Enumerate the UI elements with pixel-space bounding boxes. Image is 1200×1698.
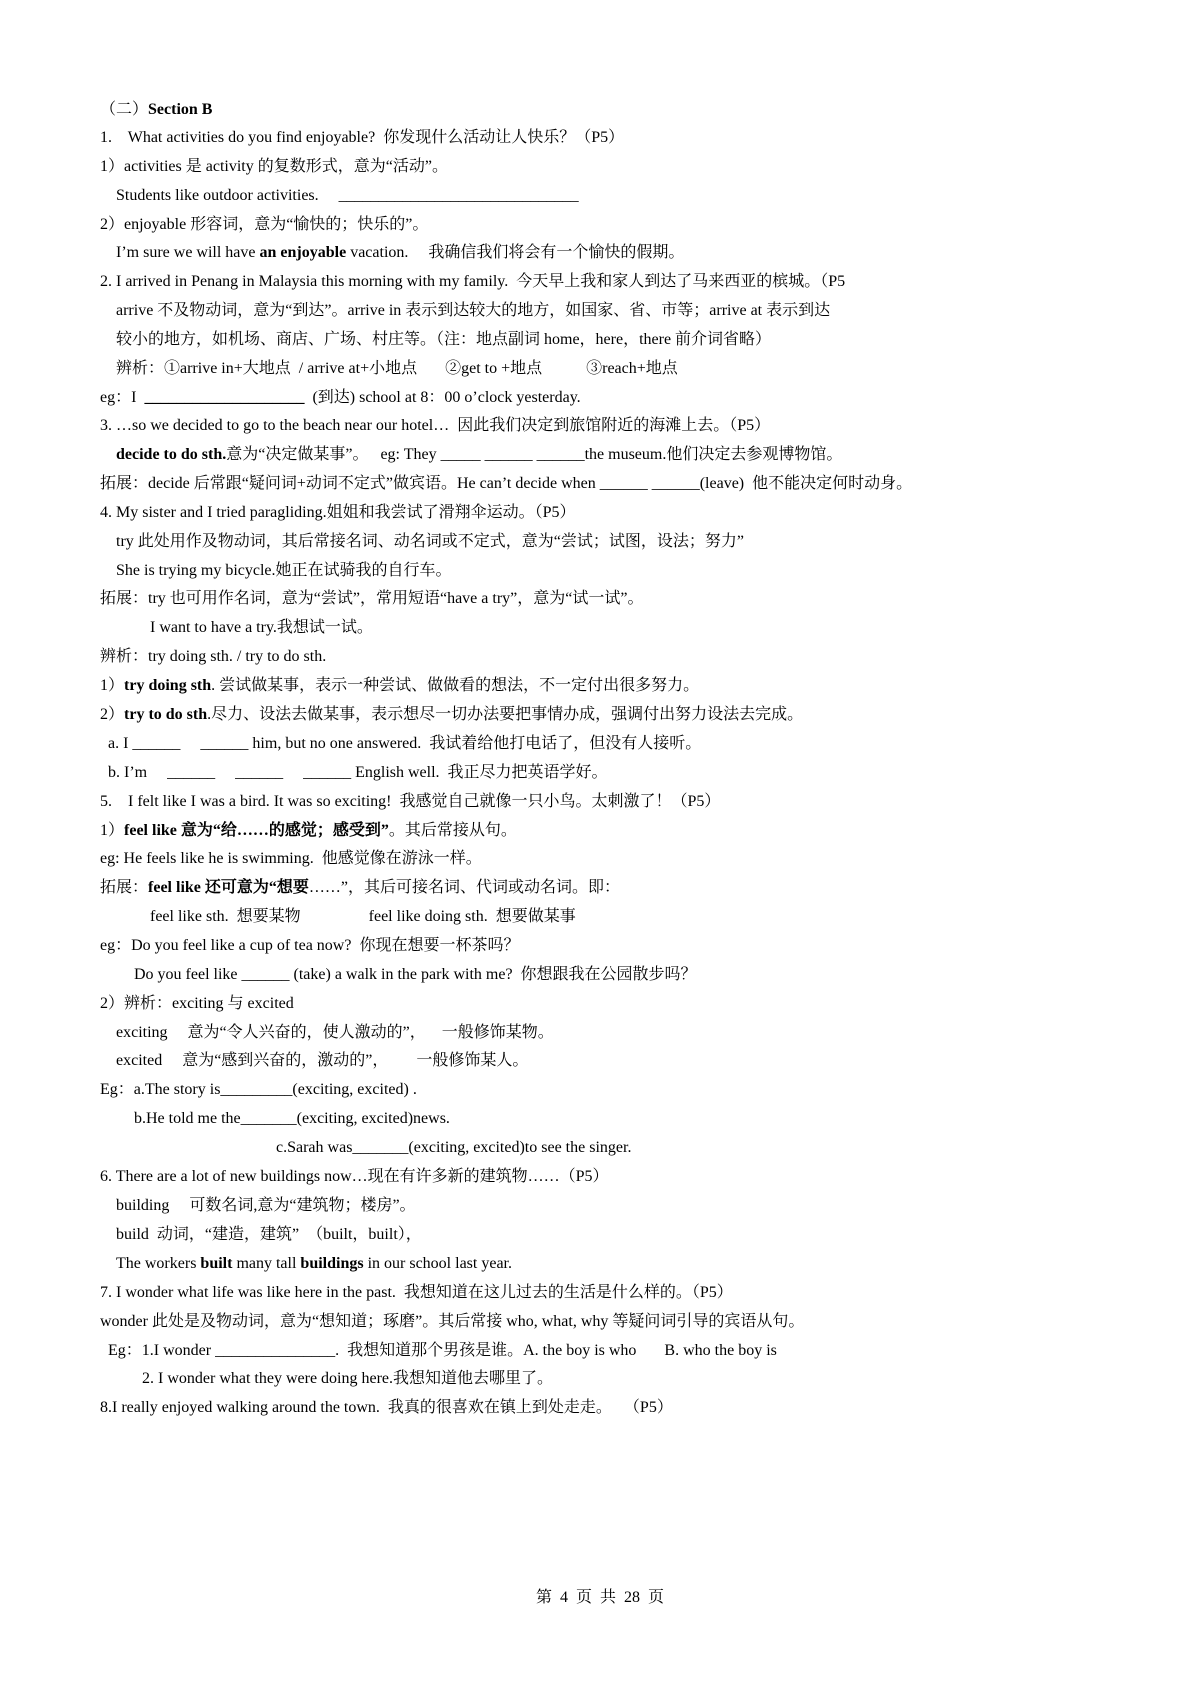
text-span: a. I ______ ______ him, but no one answered. 我试着给他打电话了，但没有人接听。: [108, 735, 702, 752]
bold-text: feel like 意为“给……的感觉；感受到”: [124, 822, 389, 839]
bold-text: feel like 还可意为“想要: [148, 879, 309, 896]
page-footer: 第 4 页 共 28 页: [535, 1589, 664, 1606]
text-span: eg: He feels like he is swimming. 他感觉像在游泳一样。: [100, 850, 482, 867]
text-line: [100, 474, 912, 494]
text-line: [100, 994, 294, 1014]
text-span: wonder 此处是及物动词，意为“想知道；琢磨”。其后常接 who, what, why 等疑问词引导的宾语从句。: [100, 1313, 805, 1330]
text-line: [108, 763, 608, 783]
bold-text: ____________________: [144, 389, 305, 406]
text-line: [100, 388, 581, 408]
text-line: [116, 561, 452, 581]
text-span: I’m sure we will have: [116, 244, 260, 261]
text-line: [100, 1312, 804, 1332]
text-line: [116, 330, 771, 350]
bold-text: Section B: [148, 101, 213, 118]
text-line: [100, 792, 720, 812]
text-line: [100, 1283, 733, 1303]
text-span: eg：I: [100, 389, 145, 406]
text-span: Students like outdoor activities. ______________________________: [116, 187, 579, 204]
text-span: Do you feel like ______ (take) a walk in the park with me? 你想跟我在公园散步吗？: [134, 966, 697, 983]
text-span: excited 意为“感到兴奋的，激动的”， 一般修饰某人。: [116, 1052, 529, 1069]
text-line: [142, 1369, 553, 1389]
text-line: [100, 676, 699, 696]
text-span: 1）: [100, 822, 125, 839]
text-line: [100, 1398, 673, 1418]
bold-text: buildings: [300, 1255, 364, 1272]
text-line: [116, 186, 579, 206]
text-line: [116, 1254, 512, 1274]
text-line: [116, 1196, 416, 1216]
text-line: [100, 272, 845, 292]
text-span: 1）activities 是 activity 的复数形式，意为“活动”。: [100, 158, 448, 175]
text-line: [116, 301, 830, 321]
text-span: 拓展：try 也可用作名词，意为“尝试”，常用短语“have a try”，意为“试一试”。: [100, 590, 644, 607]
text-span: vacation. 我确信我们将会有一个愉快的假期。: [346, 244, 685, 261]
text-line: [116, 1023, 554, 1043]
text-line: [100, 878, 620, 898]
text-line: [100, 647, 326, 667]
text-span: 1）: [100, 677, 125, 694]
text-span: feel like sth. 想要某物 feel like doing sth. 想要做某事: [150, 908, 576, 925]
text-line: [100, 100, 212, 120]
text-line: [116, 243, 684, 263]
text-line: [116, 445, 842, 465]
bold-text: decide to do sth.: [116, 446, 227, 463]
text-span: 2）enjoyable 形容词，意为“愉快的；快乐的”。: [100, 216, 429, 233]
text-line: [100, 157, 448, 177]
text-span: ……”，其后可接名词、代词或动名词。即：: [308, 879, 620, 896]
text-span: 7. I wonder what life was like here in the past. 我想知道在这儿过去的生活是什么样的。（P5）: [100, 1284, 733, 1301]
text-span: 2）辨析：exciting 与 excited: [100, 995, 294, 1012]
text-span: I want to have a try.我想试一试。: [150, 619, 373, 636]
text-span: many tall: [232, 1255, 301, 1272]
text-span: building 可数名词,意为“建筑物；楼房”。: [116, 1197, 416, 1214]
text-line: [100, 849, 482, 869]
bold-text: built: [200, 1255, 233, 1272]
text-span: 2. I wonder what they were doing here.我想知道他去哪里了。: [142, 1370, 554, 1387]
text-span: b. I’m ______ ______ ______ English well. 我正尽力把英语学好。: [108, 764, 608, 781]
bold-text: an enjoyable: [259, 244, 347, 261]
text-span: 意为“决定做某事”。 eg: They _____ ______ ______the museum.他们决定去参观博物馆。: [226, 446, 843, 463]
text-line: [134, 965, 697, 985]
text-span: 拓展：decide 后常跟“疑问词+动词不定式”做宾语。He can’t decide when ______ ______(leave) 他不能决定何时动身。: [100, 475, 913, 492]
text-span: try 此处用作及物动词，其后常接名词、动名词或不定式，意为“尝试；试图，设法；努力”: [116, 533, 744, 550]
text-line: [100, 503, 576, 523]
text-span: 4. My sister and I tried paragliding.姐姐和我尝试了滑翔伞运动。（P5）: [100, 504, 576, 521]
text-line: [116, 1051, 528, 1071]
text-span: (到达) school at 8：00 o’clock yesterday.: [304, 389, 581, 406]
text-line: [100, 936, 519, 956]
text-span: The workers: [116, 1255, 201, 1272]
text-span: eg：Do you feel like a cup of tea now? 你现在想要一杯茶吗？: [100, 937, 520, 954]
text-span: build 动词，“建造，建筑” （built，built），: [116, 1226, 422, 1243]
text-span: （二）: [100, 101, 149, 118]
text-line: [108, 734, 701, 754]
text-span: 2）: [100, 706, 125, 723]
text-line: [100, 128, 624, 148]
text-span: Eg：a.The story is_________(exciting, excited) .: [100, 1081, 417, 1098]
text-line: [100, 821, 517, 841]
text-line: [116, 359, 678, 379]
text-line: [134, 1109, 450, 1129]
text-span: exciting 意为“令人兴奋的，使人激动的”， 一般修饰某物。: [116, 1024, 554, 1041]
text-span: .尽力、设法去做某事，表示想尽一切办法要把事情办成，强调付出努力设法去完成。: [207, 706, 804, 723]
text-line: [276, 1138, 631, 1158]
text-span: 5. I felt like I was a bird. It was so exciting! 我感觉自己就像一只小鸟。太刺激了！（P5）: [100, 793, 721, 810]
text-span: She is trying my bicycle.她正在试骑我的自行车。: [116, 562, 452, 579]
text-line: [150, 618, 373, 638]
text-line: [116, 1225, 422, 1245]
text-span: 拓展：: [100, 879, 149, 896]
text-line: [100, 416, 770, 436]
text-span: 辨析：①arrive in+大地点 / arrive at+小地点 ②get to +地点 ③reach+地点: [116, 360, 678, 377]
text-span: 。其后常接从句。: [388, 822, 517, 839]
text-span: . 尝试做某事，表示一种尝试、做做看的想法，不一定付出很多努力。: [211, 677, 700, 694]
text-line: [100, 589, 643, 609]
text-span: 1. What activities do you find enjoyable? 你发现什么活动让人快乐？（P5）: [100, 129, 625, 146]
text-line: [108, 1341, 777, 1361]
text-span: arrive 不及物动词，意为“到达”。arrive in 表示到达较大的地方，如国家、省、市等；arrive at 表示到达: [116, 302, 831, 319]
text-line: [100, 1080, 417, 1100]
text-line: [116, 532, 744, 552]
text-span: b.He told me the_______(exciting, excited)news.: [134, 1110, 450, 1127]
text-line: [150, 907, 576, 927]
text-span: 较小的地方，如机场、商店、广场、村庄等。（注：地点副词 home，here，there 前介词省略）: [116, 331, 772, 348]
text-span: in our school last year.: [363, 1255, 512, 1272]
text-line: [100, 215, 428, 235]
text-span: Eg：1.I wonder _______________. 我想知道那个男孩是谁。A. the boy is who B. who the boy is: [108, 1342, 777, 1359]
text-span: 2. I arrived in Penang in Malaysia this morning with my family. 今天早上我和家人到达了马来西亚的槟城。（P5: [100, 273, 846, 290]
text-span: 辨析：try doing sth. / try to do sth.: [100, 648, 327, 665]
text-line: [100, 1167, 609, 1187]
text-span: 8.I really enjoyed walking around the town. 我真的很喜欢在镇上到处走走。 （P5）: [100, 1399, 673, 1416]
text-span: 6. There are a lot of new buildings now…现在有许多新的建筑物……（P5）: [100, 1168, 609, 1185]
bold-text: try to do sth: [124, 706, 208, 723]
text-span: c.Sarah was_______(exciting, excited)to see the singer.: [276, 1139, 632, 1156]
bold-text: try doing sth: [124, 677, 212, 694]
text-line: [100, 705, 803, 725]
text-span: 3. …so we decided to go to the beach near our hotel… 因此我们决定到旅馆附近的海滩上去。（P5）: [100, 417, 771, 434]
